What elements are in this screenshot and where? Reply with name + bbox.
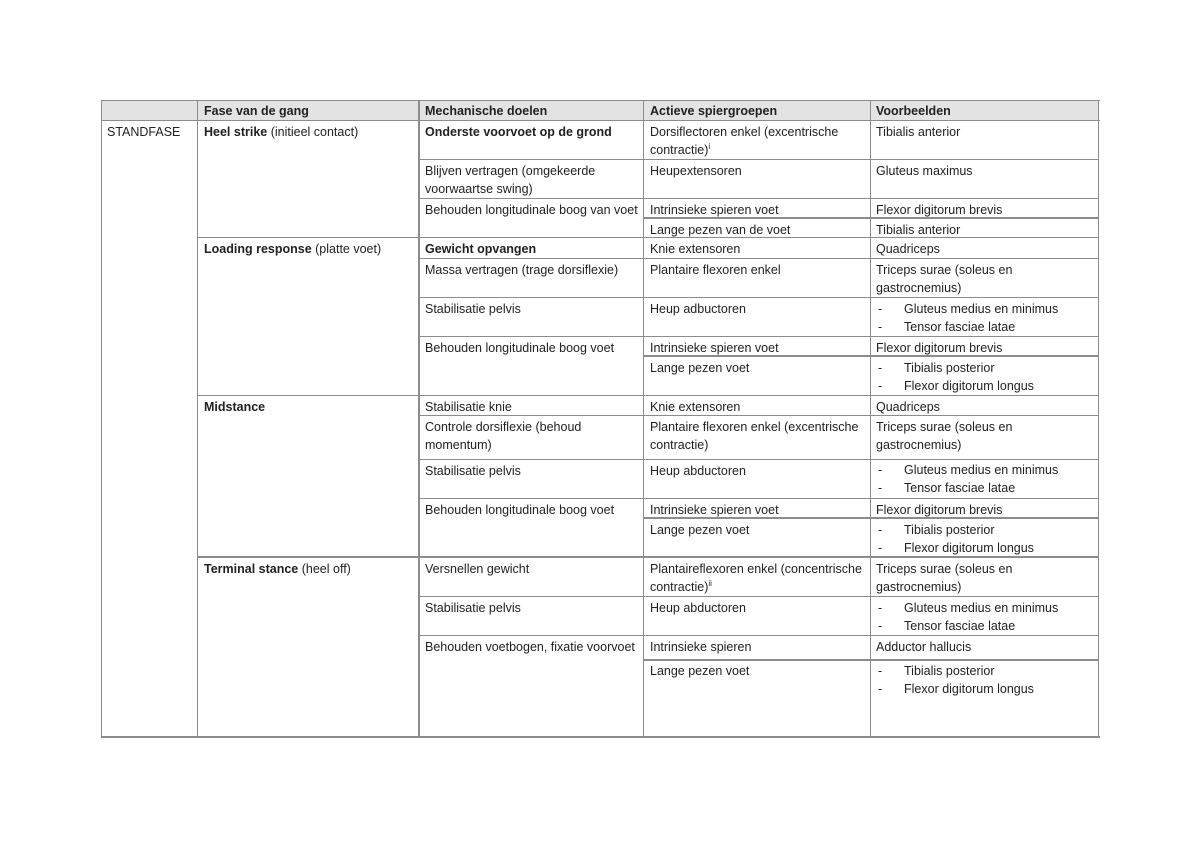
row-divider — [419, 415, 1099, 416]
list-item: - Tensor fasciae latae — [876, 617, 1093, 635]
subrow-divider — [644, 217, 1099, 219]
row-divider — [419, 159, 1099, 160]
table-border-bottom — [101, 736, 1100, 738]
example-cell: Tibialis anterior — [876, 223, 961, 237]
example-cell: Tibialis anterior — [876, 125, 961, 139]
list-item: - Tensor fasciae latae — [876, 479, 1093, 497]
header-active-muscles: Actieve spiergroepen — [644, 101, 870, 120]
goal-cell: Stabilisatie pelvis — [425, 601, 521, 615]
muscle-cell: Plantaire flexoren enkel (excentrische contractie) — [650, 420, 859, 452]
muscle-cell: Lange pezen voet — [650, 523, 750, 537]
table-border-top — [101, 100, 1100, 101]
example-cell: Triceps surae (soleus en gastrocnemius) — [876, 263, 1013, 295]
goal-cell: Stabilisatie pelvis — [425, 302, 521, 316]
row-divider — [198, 395, 1099, 396]
header-divider — [101, 120, 1100, 121]
muscle-cell: Intrinsieke spieren voet — [650, 503, 779, 517]
muscle-text: Plantaireflexoren enkel (concentrische contractie) — [650, 562, 862, 594]
list-item: - Flexor digitorum longus — [876, 539, 1093, 557]
row-divider — [419, 635, 1099, 636]
example-cell — [870, 597, 1099, 635]
column-divider — [197, 100, 198, 738]
list-item: - Tensor fasciae latae — [876, 318, 1093, 336]
muscle-cell — [644, 121, 870, 159]
goal-cell: Behouden longitudinale boog voet — [425, 503, 615, 517]
muscle-cell: Plantaire flexoren enkel — [650, 263, 781, 277]
subphase-note: (initieel contact) — [267, 125, 359, 139]
header-mechanical-goals: Mechanische doelen — [419, 101, 644, 120]
subphase-name: Heel strike — [204, 125, 268, 139]
list-item: - Tibialis posterior — [876, 521, 1093, 539]
muscle-cell: Knie extensoren — [650, 400, 741, 414]
subphase-name: Terminal stance — [204, 562, 299, 576]
table-border-left — [101, 100, 102, 738]
subphase-note: (heel off) — [298, 562, 351, 576]
list-item: - Gluteus medius en minimus — [876, 599, 1093, 617]
goal-cell: Massa vertragen (trage dorsiflexie) — [425, 263, 619, 277]
row-divider — [419, 336, 1099, 337]
list-item: - Gluteus medius en minimus — [876, 461, 1093, 479]
muscle-cell: Heup adbuctoren — [650, 302, 746, 316]
row-divider — [419, 498, 1099, 499]
header-cell-empty — [101, 101, 198, 120]
goal-cell: Behouden longitudinale boog voet — [425, 341, 615, 355]
list-item: - Flexor digitorum longus — [876, 680, 1093, 698]
subphase-loading-response — [198, 238, 419, 258]
subphase-note: (platte voet) — [311, 242, 382, 256]
list-item: - Flexor digitorum longus — [876, 377, 1093, 395]
example-cell — [870, 460, 1099, 499]
subphase-name: Loading response — [204, 242, 312, 256]
goal-cell: Onderste voorvoet op de grond — [425, 125, 612, 139]
muscle-text: Dorsiflectoren enkel (excentrische contractie) — [650, 125, 839, 157]
muscle-cell: Heup abductoren — [650, 601, 746, 615]
example-cell: Triceps surae (soleus en gastrocnemius) — [876, 420, 1013, 452]
goal-cell: Behouden voetbogen, fixatie voorvoet — [425, 640, 635, 654]
goal-cell: Stabilisatie knie — [425, 400, 512, 414]
muscle-cell: Intrinsieke spieren voet — [650, 203, 779, 217]
goal-cell: Behouden longitudinale boog van voet — [425, 203, 638, 217]
goal-cell: Blijven vertragen (omgekeerde voorwaartse swing) — [425, 164, 596, 196]
row-divider — [198, 556, 1099, 558]
column-divider — [870, 100, 871, 738]
muscle-cell: Knie extensoren — [650, 242, 741, 256]
muscle-cell: Heupextensoren — [650, 164, 742, 178]
header-examples: Voorbeelden — [870, 101, 1099, 120]
goal-cell: Stabilisatie pelvis — [425, 464, 521, 478]
subphase-name: Midstance — [204, 400, 266, 414]
muscle-cell: Heup abductoren — [650, 464, 746, 478]
muscle-cell: Intrinsieke spieren voet — [650, 341, 779, 355]
subphase-terminal-stance — [198, 558, 419, 578]
header-phase: Fase van de gang — [198, 101, 419, 120]
footnote-marker: i — [708, 141, 711, 151]
table-border-right — [1098, 100, 1099, 738]
muscle-cell: Lange pezen voet — [650, 361, 750, 375]
subphase-midstance — [198, 396, 419, 416]
example-cell: Flexor digitorum brevis — [876, 203, 1003, 217]
list-item: - Tibialis posterior — [876, 662, 1093, 680]
example-cell: Flexor digitorum brevis — [876, 503, 1003, 517]
example-cell — [870, 357, 1099, 395]
example-cell — [870, 661, 1099, 736]
list-item: - Gluteus medius en minimus — [876, 300, 1093, 318]
example-cell: Quadriceps — [876, 400, 940, 414]
row-divider — [419, 297, 1099, 298]
example-cell: Triceps surae (soleus en gastrocnemius) — [876, 562, 1013, 594]
phase-label: STANDFASE — [107, 125, 181, 139]
list-item: - Tibialis posterior — [876, 359, 1093, 377]
row-divider — [198, 237, 1099, 238]
column-divider — [643, 100, 644, 738]
example-cell: Quadriceps — [876, 242, 940, 256]
goal-cell: Gewicht opvangen — [425, 242, 537, 256]
goal-cell: Controle dorsiflexie (behoud momentum) — [425, 420, 582, 452]
goal-cell: Versnellen gewicht — [425, 562, 530, 576]
muscle-cell: Lange pezen van de voet — [650, 223, 791, 237]
row-divider — [419, 258, 1099, 259]
subrow-divider — [644, 659, 1099, 661]
example-cell — [870, 298, 1099, 336]
row-divider — [419, 596, 1099, 597]
subrow-divider — [644, 355, 1099, 357]
example-cell — [870, 519, 1099, 557]
row-divider — [419, 459, 1099, 460]
column-divider — [418, 100, 420, 738]
subrow-divider — [644, 517, 1099, 519]
example-cell: Gluteus maximus — [876, 164, 973, 178]
muscle-cell: Intrinsieke spieren — [650, 640, 752, 654]
footnote-marker: ii — [708, 578, 712, 588]
example-cell: Adductor hallucis — [876, 640, 972, 654]
row-divider — [419, 198, 1099, 199]
muscle-cell — [644, 558, 870, 596]
example-cell: Flexor digitorum brevis — [876, 341, 1003, 355]
subphase-heel-strike — [198, 121, 419, 141]
muscle-cell: Lange pezen voet — [650, 664, 750, 678]
